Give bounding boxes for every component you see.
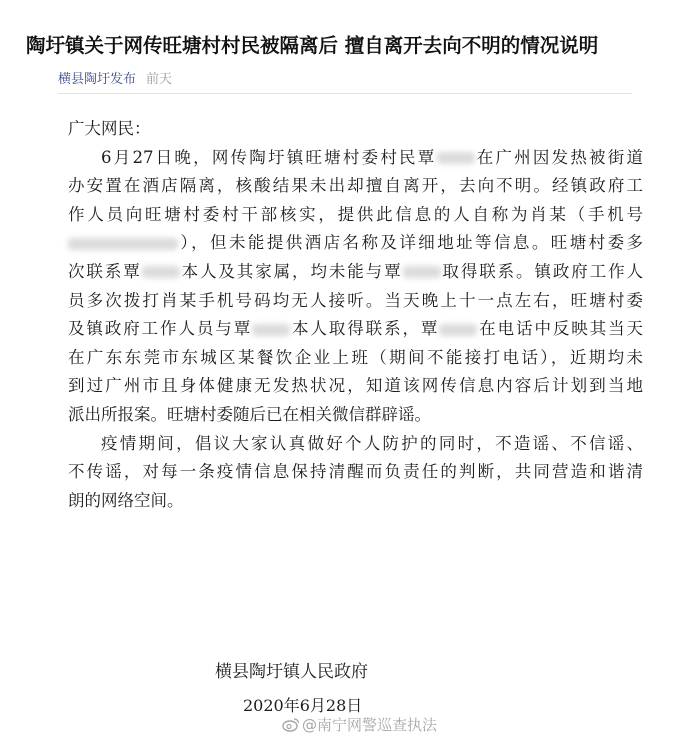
article-title: 陶圩镇关于网传旺塘村村民被隔离后 擅自离开去向不明的情况说明 [26, 34, 599, 57]
paragraph-line: 不传谣，对每一条疫情信息保持清醒而负责任的判断，共同营造和谐清 [68, 462, 643, 482]
paragraph-line: 疫情期间，倡议大家认真做好个人防护的同时，不造谣、不信谣、 [101, 433, 643, 453]
paragraph-line: 作人员向旺塘村委村干部核实，提供此信息的人自称为肖某（手机号 [68, 204, 643, 224]
paragraph-line: ），但未能提供酒店名称及详细地址等信息。旺塘村委多 [68, 229, 643, 258]
redaction-blur [439, 324, 477, 336]
document-body [68, 115, 643, 515]
article-meta [58, 68, 172, 87]
weibo-icon [282, 717, 300, 732]
salutation: 广大网民： [68, 119, 151, 138]
paragraph-line: 6月27日晚，网传陶圩镇旺塘村委村民覃 在广州因发热被街道 [101, 147, 644, 167]
redaction-blur [142, 266, 180, 278]
paragraph-line: 在广东东莞市东城区某餐饮企业上班（期间不能接打电话），近期均未 [68, 347, 643, 367]
signature-date: 2020年6月28日 [243, 696, 363, 715]
redaction-blur [252, 324, 290, 336]
source-link[interactable]: 横县陶圩发布 [58, 72, 137, 87]
paragraph-line: 次联系覃 本人及其家属，均未能与覃 取得联系。镇政府工作人 [68, 261, 644, 281]
publish-time: 前天 [146, 72, 173, 87]
paragraph-line: 员多次拨打肖某手机号码均无人接听。当天晚上十一点左右，旺塘村委 [68, 290, 643, 310]
redaction-blur [437, 152, 475, 164]
divider [58, 93, 632, 94]
paragraph-line: 及镇政府工作人员与覃 本人取得联系，覃 在电话中反映其当天 [68, 319, 644, 339]
paragraph-line: 办安置在酒店隔离，核酸结果未出却擅自离开，去向不明。经镇政府工 [68, 176, 643, 196]
paragraph-line: 派出所报案。旺塘村委随后已在相关微信群辟谣。 [68, 404, 431, 424]
paragraph-line: 朗的网络空间。 [68, 490, 184, 510]
paragraph-line: 到过广州市且身体健康无发热状况，知道该网传信息内容后计划到当地 [68, 376, 643, 396]
watermark [282, 714, 437, 735]
redaction-blur [68, 238, 178, 250]
redaction-blur [403, 266, 441, 278]
signature-org: 横县陶圩镇人民政府 [215, 662, 368, 682]
watermark-text: @南宁网警巡查执法 [302, 716, 438, 734]
